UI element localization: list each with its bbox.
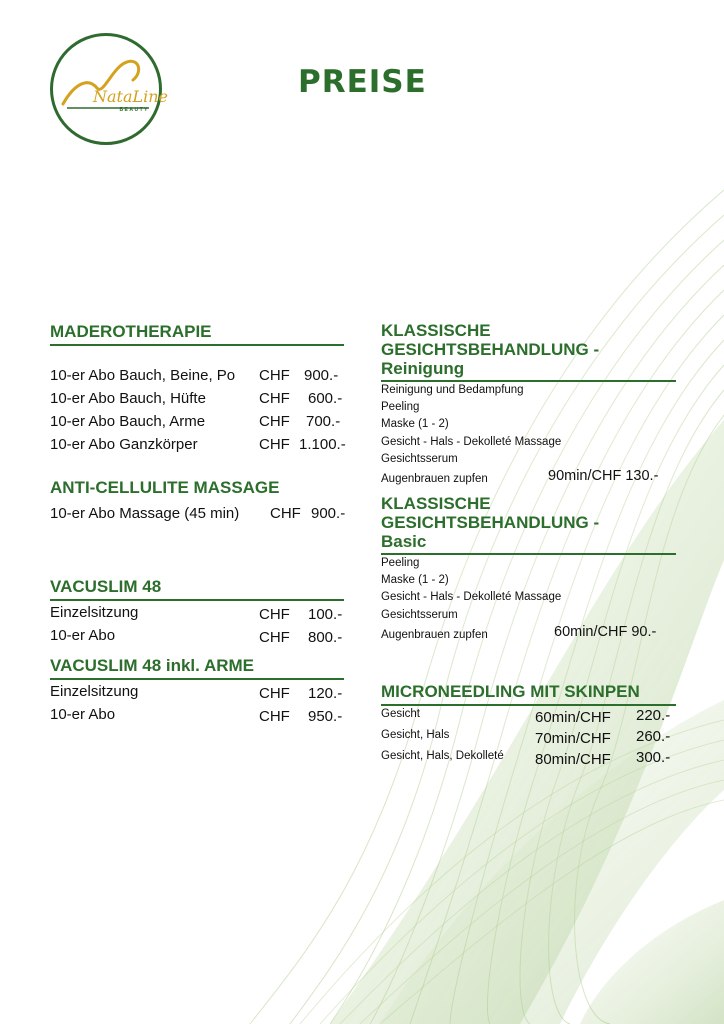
price-amount: 800.- xyxy=(308,629,343,646)
section-title: VACUSLIM 48 inkl. ARME xyxy=(50,656,344,680)
section-title-line: KLASSISCHE xyxy=(381,494,491,513)
treatment-steps xyxy=(381,555,676,644)
service-name: 10-er Abo Bauch, Beine, Po xyxy=(50,367,236,384)
currency: CHF xyxy=(259,606,290,623)
page-title: PREISE xyxy=(298,64,427,100)
service-name: Einzelsitzung xyxy=(50,683,139,700)
brand-logo xyxy=(50,33,169,145)
section-title: VACUSLIM 48 xyxy=(50,577,344,601)
service-name: 10-er Abo xyxy=(50,706,116,723)
service-name: Gesicht, Hals, Dekolleté xyxy=(381,750,504,762)
list-item: Gesicht - Hals - Dekolleté Massage xyxy=(381,591,562,604)
currency: CHF xyxy=(259,708,290,725)
list-item-label: Augenbrauen zupfen xyxy=(381,628,488,641)
section-maderotherapie xyxy=(50,322,344,456)
price-row xyxy=(50,410,344,433)
service-name: 10-er Abo Bauch, Hüfte xyxy=(50,390,206,407)
service-name: Einzelsitzung xyxy=(50,604,139,621)
section-vacuslim xyxy=(50,577,344,647)
list-item: Maske (1 - 2) xyxy=(381,574,449,587)
currency: CHF xyxy=(259,436,290,453)
list-item: Gesichtsserum xyxy=(381,452,458,465)
list-item-label: Augenbrauen zupfen xyxy=(381,472,488,485)
list-item: Peeling xyxy=(381,557,420,569)
price-row xyxy=(50,433,344,456)
price-amount: 300.- xyxy=(636,749,671,766)
list-item xyxy=(381,468,676,488)
duration-price: 70min/CHF xyxy=(535,730,611,747)
price-amount: 600.- xyxy=(308,390,343,407)
price-row xyxy=(50,624,344,647)
price-amount: 100.- xyxy=(308,606,343,623)
price-row xyxy=(381,748,676,769)
list-item: Reinigung und Bedampfung xyxy=(381,384,524,396)
section-title-line: GESICHTSBEHANDLUNG - xyxy=(381,513,600,532)
currency: CHF xyxy=(259,413,290,430)
service-name: Gesicht xyxy=(381,708,420,720)
section-anti-cellulite xyxy=(50,478,350,525)
duration-price: 80min/CHF xyxy=(535,751,611,768)
list-item: Maske (1 - 2) xyxy=(381,418,449,431)
price-row xyxy=(50,387,344,410)
service-name: 10-er Abo Ganzkörper xyxy=(50,436,198,453)
price-amount: 120.- xyxy=(308,685,343,702)
section-title-line: GESICHTSBEHANDLUNG - xyxy=(381,340,600,359)
price-amount: 220.- xyxy=(636,707,671,724)
section-subtitle: Reinigung xyxy=(381,359,676,382)
price-row xyxy=(50,680,344,703)
list-item: Gesichtsserum xyxy=(381,608,458,621)
section-microneedling xyxy=(381,682,676,769)
price-amount: 900.- xyxy=(311,505,346,522)
section-vacuslim-arme xyxy=(50,656,344,726)
section-title: ANTI-CELLULITE MASSAGE xyxy=(50,478,280,497)
section-gesicht-basic xyxy=(381,494,676,644)
price-amount: 1.100.- xyxy=(299,436,346,453)
price-row xyxy=(50,703,344,726)
section-title: MADEROTHERAPIE xyxy=(50,322,344,346)
currency: CHF xyxy=(259,390,290,407)
section-gesicht-reinigung xyxy=(381,321,676,488)
currency: CHF xyxy=(270,505,301,522)
treatment-steps xyxy=(381,382,676,488)
price-amount: 60min/CHF 90.- xyxy=(554,623,657,640)
logo-subtitle: BEAUTY xyxy=(119,107,149,113)
service-name: 10-er Abo xyxy=(50,627,116,644)
price-row xyxy=(50,502,350,525)
price-amount: 90min/CHF 130.- xyxy=(548,467,659,484)
currency: CHF xyxy=(259,629,290,646)
service-name: 10-er Abo Massage (45 min) xyxy=(50,505,240,522)
list-item: Peeling xyxy=(381,401,420,414)
price-amount: 900.- xyxy=(304,367,339,384)
price-amount: 950.- xyxy=(308,708,343,725)
logo-mark xyxy=(53,36,169,142)
price-row xyxy=(50,364,344,387)
section-title: MICRONEEDLING MIT SKINPEN xyxy=(381,682,676,706)
service-name: 10-er Abo Bauch, Arme xyxy=(50,413,206,430)
currency: CHF xyxy=(259,685,290,702)
svg-text:NataLine: NataLine xyxy=(93,87,169,106)
service-name: Gesicht, Hals xyxy=(381,729,450,741)
price-row xyxy=(381,706,676,727)
price-amount: 700.- xyxy=(306,413,341,430)
price-row xyxy=(381,727,676,748)
section-subtitle: Basic xyxy=(381,532,676,555)
duration-price: 60min/CHF xyxy=(535,709,611,726)
section-title-line: KLASSISCHE xyxy=(381,321,491,340)
list-item: Gesicht - Hals - Dekolleté Massage xyxy=(381,435,562,448)
price-row xyxy=(50,601,344,624)
price-amount: 260.- xyxy=(636,728,671,745)
currency: CHF xyxy=(259,367,290,384)
list-item xyxy=(381,624,676,644)
